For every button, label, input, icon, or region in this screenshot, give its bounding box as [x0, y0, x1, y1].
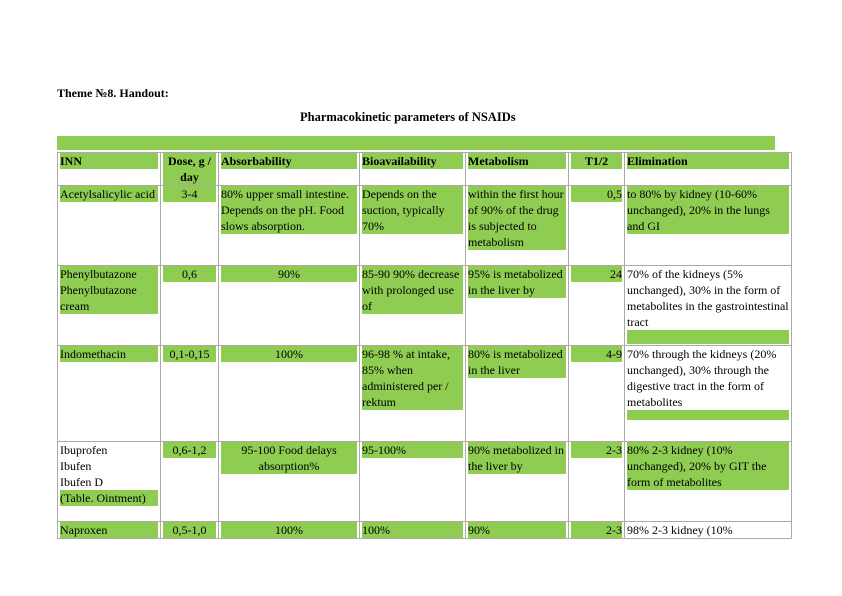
table-header-row	[58, 153, 792, 186]
cell-inn: Phenylbutazone Phenylbutazone cream	[58, 266, 161, 346]
header-t12: T1/2	[569, 153, 625, 186]
cell-metabolism: 90%	[466, 522, 569, 539]
table-row	[58, 522, 792, 539]
cell-inn: Naproxen	[58, 522, 161, 539]
cell-elimination: 98% 2-3 kidney (10%	[625, 522, 792, 539]
highlight-bar	[57, 136, 775, 150]
theme-heading: Theme №8. Handout:	[57, 86, 169, 100]
cell-absorbability: 100%	[219, 522, 360, 539]
cell-t12: 24	[569, 266, 625, 346]
header-bioavailability: Bioavailability	[360, 153, 466, 186]
cell-inn: Ibuprofen Ibufen Ibufen D (Table. Ointment)	[58, 442, 161, 522]
cell-dose: 0,5-1,0	[161, 522, 219, 539]
cell-dose: 0,6	[161, 266, 219, 346]
header-elimination: Elimination	[625, 153, 792, 186]
document-title: Pharmacokinetic parameters of NSAIDs	[300, 110, 516, 124]
table-row	[58, 346, 792, 442]
cell-t12: 2-3	[569, 442, 625, 522]
cell-absorbability: 80% upper small intestine. Depends on the pH. Food slows absorption.	[219, 186, 360, 266]
cell-absorbability: 95-100 Food delays absorption%	[219, 442, 360, 522]
pharmacokinetics-table	[57, 152, 792, 539]
cell-absorbability: 90%	[219, 266, 360, 346]
cell-bioavailability: 85-90 90% decrease with prolonged use of	[360, 266, 466, 346]
cell-t12: 4-9	[569, 346, 625, 442]
cell-bioavailability: 100%	[360, 522, 466, 539]
cell-bioavailability: Depends on the suction, typically 70%	[360, 186, 466, 266]
cell-t12: 2-3	[569, 522, 625, 539]
cell-dose: 3-4	[161, 186, 219, 266]
cell-dose: 0,1-0,15	[161, 346, 219, 442]
table-row	[58, 442, 792, 522]
table-row	[58, 186, 792, 266]
cell-bioavailability: 95-100%	[360, 442, 466, 522]
table-row	[58, 266, 792, 346]
cell-elimination: 70% through the kidneys (20% unchanged), 30% through the digestive tract in the form of metabolites	[625, 346, 792, 442]
cell-elimination: to 80% by kidney (10-60% unchanged), 20% in the lungs and GI	[625, 186, 792, 266]
cell-absorbability: 100%	[219, 346, 360, 442]
cell-elimination: 80% 2-3 kidney (10% unchanged), 20% by GIT the form of metabolites	[625, 442, 792, 522]
cell-elimination: 70% of the kidneys (5% unchanged), 30% in the form of metabolites in the gastrointestinal tract	[625, 266, 792, 346]
cell-inn: Acetylsalicylic acid	[58, 186, 161, 266]
cell-metabolism: 80% is metabolized in the liver	[466, 346, 569, 442]
header-metabolism: Metabolism	[466, 153, 569, 186]
cell-metabolism: 95% is metabolized in the liver by	[466, 266, 569, 346]
header-dose: Dose, g / day	[161, 153, 219, 186]
header-inn: INN	[58, 153, 161, 186]
cell-metabolism: within the first hour of 90% of the drug is subjected to metabolism	[466, 186, 569, 266]
cell-dose: 0,6-1,2	[161, 442, 219, 522]
cell-inn: Indomethacin	[58, 346, 161, 442]
cell-t12: 0,5	[569, 186, 625, 266]
cell-metabolism: 90% metabolized in the liver by	[466, 442, 569, 522]
cell-bioavailability: 96-98 % at intake, 85% when administered per / rektum	[360, 346, 466, 442]
header-absorbability: Absorbability	[219, 153, 360, 186]
